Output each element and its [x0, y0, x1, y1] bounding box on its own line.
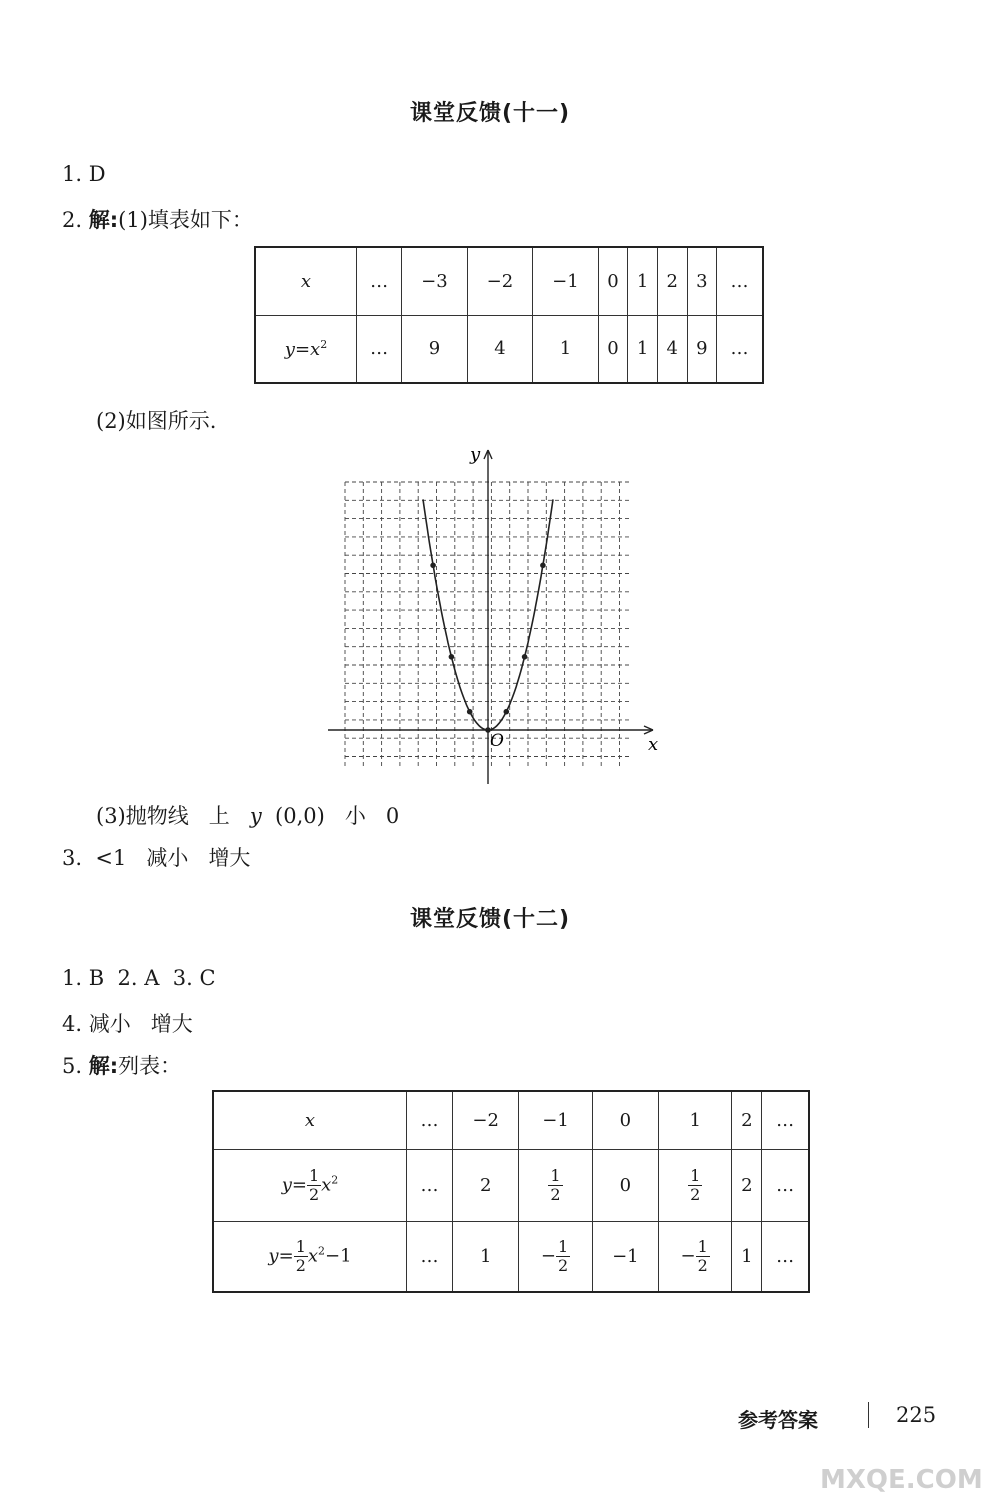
- table1-y-cell: 4: [657, 315, 687, 383]
- section-title-12: 课堂反馈(十二): [410, 907, 571, 932]
- table2-r2-cell: 2: [452, 1149, 519, 1221]
- q4-item: 增大: [150, 1012, 193, 1036]
- fraction: $\frac{1}{2}$: [690, 1165, 701, 1204]
- table1-x-cell: 0: [598, 247, 628, 315]
- table1-x-cell: …: [357, 247, 402, 315]
- q5-number: 5.: [62, 1054, 83, 1078]
- parabola-graph: [320, 440, 670, 790]
- y-axis-label: y: [470, 444, 481, 465]
- table2-r2-cell: 2: [732, 1149, 762, 1221]
- table1-x-cell: 1: [628, 247, 658, 315]
- part3-item: 小: [344, 804, 366, 828]
- footer-label: 参考答案: [738, 1408, 818, 1432]
- q4-number: 4.: [62, 1012, 83, 1036]
- answer-item: 1. B: [62, 966, 105, 990]
- data-point: [430, 563, 436, 569]
- q2-intro: [62, 204, 253, 234]
- label-eq: =: [294, 338, 311, 360]
- table1-y-cell: …: [357, 315, 402, 383]
- label-x: x: [307, 1245, 319, 1267]
- q1-3: [62, 966, 216, 990]
- q2-part3: [96, 800, 399, 830]
- frac-den: 2: [295, 1255, 306, 1275]
- part3-item: 上: [208, 804, 230, 828]
- data-point: [522, 654, 528, 660]
- q2-number: 2.: [62, 208, 83, 232]
- x-axis-label: x: [648, 734, 659, 755]
- q3-item: <1: [95, 846, 127, 870]
- table2-r2-cell: …: [407, 1149, 453, 1221]
- part3-item: (3)抛物线: [96, 804, 189, 828]
- table1-x-cell: 3: [687, 247, 717, 315]
- q2-part1: (1)填表如下：: [118, 208, 253, 232]
- table1-y-cell: 1: [628, 315, 658, 383]
- table2-r2-cell: [659, 1149, 732, 1221]
- table2-r3-cell: …: [407, 1221, 453, 1292]
- q1: [62, 162, 106, 186]
- table2-x-cell: 2: [732, 1091, 762, 1149]
- q5-text: 列表：: [118, 1054, 182, 1078]
- table1-x-cell: 2: [657, 247, 687, 315]
- q3: [62, 842, 250, 872]
- watermark: MXQE.COM: [820, 1465, 983, 1495]
- page-number: 225: [896, 1403, 937, 1427]
- data-point: [449, 654, 455, 660]
- table2-row3-label: [213, 1221, 407, 1292]
- label-y: y: [281, 1174, 292, 1195]
- answer-item: 2. A: [117, 966, 160, 990]
- label-minus-one: −1: [325, 1245, 352, 1267]
- table1-x-cell: …: [717, 247, 763, 315]
- label-y: y: [284, 338, 295, 360]
- footer-divider: [868, 1402, 869, 1428]
- table2-x-cell: …: [407, 1091, 453, 1149]
- answer-item: 3. C: [172, 966, 216, 990]
- table2-r2-cell: …: [762, 1149, 809, 1221]
- table1-y-cell: 9: [402, 315, 468, 383]
- data-point: [504, 709, 510, 715]
- table1-row-label-y: [255, 315, 357, 383]
- table2-x-cell: 1: [659, 1091, 732, 1149]
- fraction: $\frac{1}{2}$: [697, 1236, 708, 1275]
- fraction: $\frac{1}{2}$: [550, 1165, 561, 1204]
- table2-x-cell: −2: [452, 1091, 519, 1149]
- table2-r2-cell: [519, 1149, 592, 1221]
- table2-x-cell: 0: [592, 1091, 659, 1149]
- table2-header-x: x: [213, 1091, 407, 1149]
- table1-y-cell: …: [717, 315, 763, 383]
- q2-part2: (2)如图所示.: [96, 409, 217, 433]
- table1-x-cell: −2: [467, 247, 533, 315]
- data-point: [540, 563, 546, 569]
- label-exp: 2: [318, 1244, 326, 1258]
- label-x: x: [310, 338, 321, 360]
- q4-item: 减小: [88, 1012, 131, 1036]
- table2-r3-cell: …: [762, 1221, 809, 1292]
- q3-item: 减小: [146, 846, 189, 870]
- table1-y-cell: 4: [467, 315, 533, 383]
- table1-y-cell: 1: [533, 315, 599, 383]
- q5-lead: 解:: [88, 1054, 119, 1078]
- label-exp: 2: [320, 337, 328, 351]
- q3-item: 增大: [208, 846, 251, 870]
- section-title-11: 课堂反馈(十一): [410, 101, 571, 126]
- label-exp: 2: [331, 1173, 339, 1186]
- table-2: [212, 1090, 810, 1293]
- fraction: [294, 1238, 308, 1275]
- table1-y-cell: 0: [598, 315, 628, 383]
- table2-r3-cell: 1: [452, 1221, 519, 1292]
- table1-header-x: x: [255, 247, 357, 315]
- table2-r2-cell: 0: [592, 1149, 659, 1221]
- table-1: [254, 246, 764, 384]
- fraction: [307, 1167, 321, 1204]
- frac-den: 2: [308, 1184, 320, 1204]
- table2-row2-label: [213, 1149, 407, 1221]
- label-x: x: [321, 1174, 332, 1195]
- q1-number: 1.: [62, 162, 83, 186]
- label-eq: =: [291, 1174, 307, 1195]
- label-eq: =: [278, 1245, 294, 1267]
- table1-x-cell: −3: [402, 247, 468, 315]
- part3-item: (0,0): [275, 804, 325, 828]
- table1-y-cell: 9: [687, 315, 717, 383]
- frac-num: 1: [308, 1165, 320, 1185]
- origin-label: O: [490, 731, 504, 751]
- table2-r3-cell: −1: [592, 1221, 659, 1292]
- table2-r3-cell: 1: [732, 1221, 762, 1292]
- frac-num: 1: [295, 1236, 306, 1256]
- q2-lead: 解:: [88, 208, 119, 232]
- q3-number: 3.: [62, 846, 83, 870]
- table1-x-cell: −1: [533, 247, 599, 315]
- q4: [62, 1008, 193, 1038]
- table2-r3-cell: − $\frac{1}{2}$: [659, 1221, 732, 1292]
- data-point: [467, 709, 473, 715]
- label-y: y: [268, 1245, 279, 1267]
- q1-answer: D: [88, 162, 106, 186]
- table2-x-cell: …: [762, 1091, 809, 1149]
- part3-item: 0: [385, 804, 400, 828]
- table2-x-cell: −1: [519, 1091, 592, 1149]
- fraction: $\frac{1}{2}$: [557, 1236, 569, 1275]
- table2-r3-cell: − $\frac{1}{2}$: [519, 1221, 592, 1292]
- part3-item: y: [249, 804, 262, 828]
- q5-intro: [62, 1050, 181, 1080]
